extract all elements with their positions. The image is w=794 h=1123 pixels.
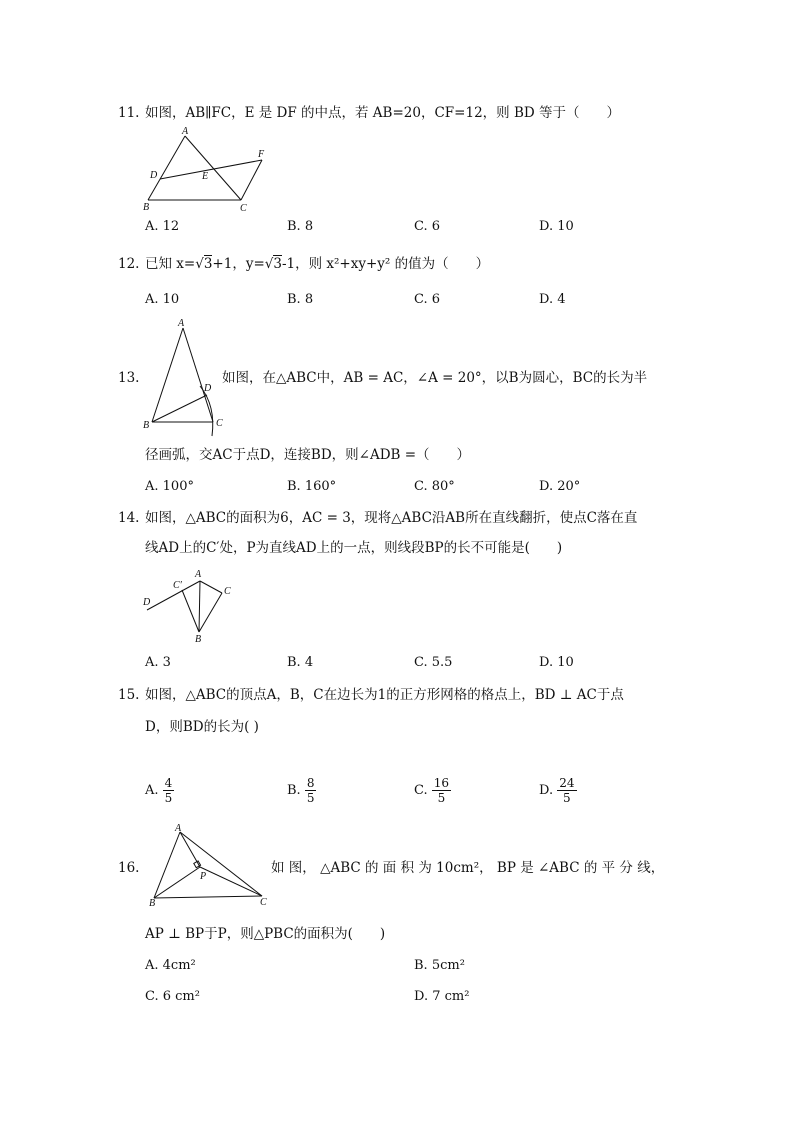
q14-option-a: A. 3 xyxy=(145,655,171,670)
q12-option-d: D. 4 xyxy=(539,292,566,307)
q16-number: 16. xyxy=(118,860,140,876)
q15-option-c xyxy=(414,776,451,805)
q13-option-b: B. 160° xyxy=(287,479,337,494)
q13-label-d: D xyxy=(204,383,212,394)
q16-label-b: B xyxy=(149,898,156,909)
q12-stem-post: -1，则 x²+xy+y² 的值为（ ） xyxy=(281,256,490,272)
q11-label-f: F xyxy=(258,149,265,160)
q16-figure xyxy=(140,820,276,910)
q11-number: 11. xyxy=(118,105,140,121)
q15-option-b-prefix: B. xyxy=(287,783,301,798)
q14-figure xyxy=(140,566,240,648)
q15-option-a xyxy=(145,776,174,805)
q15-option-d xyxy=(539,776,577,805)
q16-option-b: B. 5cm² xyxy=(414,958,465,973)
q13-option-d: D. 20° xyxy=(539,479,581,494)
q15-option-b-fraction: $\frac{8}{5}$ xyxy=(306,776,315,805)
q14-label-d: D xyxy=(143,597,151,608)
q14-option-c: C. 5.5 xyxy=(414,655,453,670)
q12-number: 12. xyxy=(118,256,140,272)
q15-stem-line1: 如图，△ABC的顶点A，B，C在边长为1的正方形网格的格点上，BD ⊥ AC于点 xyxy=(145,687,624,703)
q15-option-a-prefix: A. xyxy=(145,783,159,798)
q16-stem-line1: 如 图， △ABC 的 面 积 为 10cm²， BP 是 ∠ABC 的 平 分 线， xyxy=(271,860,665,876)
q13-label-a: A xyxy=(178,318,185,329)
q15-stem-line2: D，则BD的长为( ) xyxy=(145,719,259,735)
q15-option-c-prefix: C. xyxy=(414,783,428,798)
q13-number: 13. xyxy=(118,370,140,386)
q12-sqrt-2: √3 xyxy=(264,256,282,272)
q11-option-d: D. 10 xyxy=(539,219,574,234)
q13-option-a: A. 100° xyxy=(145,479,194,494)
q13-figure xyxy=(140,316,230,438)
q16-label-p: P xyxy=(200,871,207,882)
q14-stem-line2: 线AD上的C′处，P为直线AD上的一点，则线段BP的长不可能是( ) xyxy=(145,540,563,556)
q11-label-c: C xyxy=(240,203,247,214)
q13-option-c: C. 80° xyxy=(414,479,455,494)
q15-option-d-prefix: D. xyxy=(539,783,554,798)
q11-option-c: C. 6 xyxy=(414,219,441,234)
q11-figure xyxy=(140,124,280,216)
q11-label-b: B xyxy=(143,202,150,213)
q11-label-e: E xyxy=(202,171,209,182)
q13-stem-line1: 如图，在△ABC中，AB = AC，∠A = 20°，以B为圆心，BC的长为半 xyxy=(222,370,648,386)
q15-option-c-fraction: $\frac{16}{5}$ xyxy=(433,776,450,805)
q16-label-c: C xyxy=(260,897,267,908)
q16-option-a: A. 4cm² xyxy=(145,958,196,973)
q11-option-a: A. 12 xyxy=(145,219,180,234)
q11-label-d: D xyxy=(150,170,158,181)
q14-label-c: C xyxy=(224,586,231,597)
q14-label-a: A xyxy=(195,569,202,580)
q12-stem-mid: +1，y= xyxy=(212,256,265,272)
q12-option-c: C. 6 xyxy=(414,292,441,307)
q12-option-b: B. 8 xyxy=(287,292,314,307)
q16-option-c: C. 6 cm² xyxy=(145,989,200,1004)
q15-option-b xyxy=(287,776,316,805)
q15-option-a-fraction: $\frac{4}{5}$ xyxy=(164,776,173,805)
q14-label-cprime: C′ xyxy=(173,580,182,591)
q13-label-c: C xyxy=(216,418,223,429)
q13-label-b: B xyxy=(143,420,150,431)
q14-option-d: D. 10 xyxy=(539,655,574,670)
q13-stem-line2: 径画弧，交AC于点D，连接BD，则∠ADB =（ ） xyxy=(145,447,471,463)
q12-stem xyxy=(145,255,489,273)
q12-option-a: A. 10 xyxy=(145,292,180,307)
q14-stem-line1: 如图，△ABC的面积为6，AC = 3，现将△ABC沿AB所在直线翻折，使点C落在直 xyxy=(145,510,638,526)
q14-option-b: B. 4 xyxy=(287,655,314,670)
q12-sqrt-1: √3 xyxy=(195,256,213,272)
q15-number: 15. xyxy=(118,687,140,703)
q14-label-b: B xyxy=(195,634,202,645)
q15-option-d-fraction: $\frac{24}{5}$ xyxy=(559,776,575,805)
q11-label-a: A xyxy=(182,126,189,137)
q11-option-b: B. 8 xyxy=(287,219,314,234)
q12-stem-pre: 已知 x= xyxy=(145,256,196,272)
q16-option-d: D. 7 cm² xyxy=(414,989,470,1004)
q16-stem-line2: AP ⊥ BP于P，则△PBC的面积为( ) xyxy=(145,926,386,942)
q14-number: 14. xyxy=(118,510,140,526)
q16-label-a: A xyxy=(175,823,182,834)
q11-stem: 如图，AB∥FC，E 是 DF 的中点，若 AB=20，CF=12，则 BD 等于（ ） xyxy=(145,105,620,121)
